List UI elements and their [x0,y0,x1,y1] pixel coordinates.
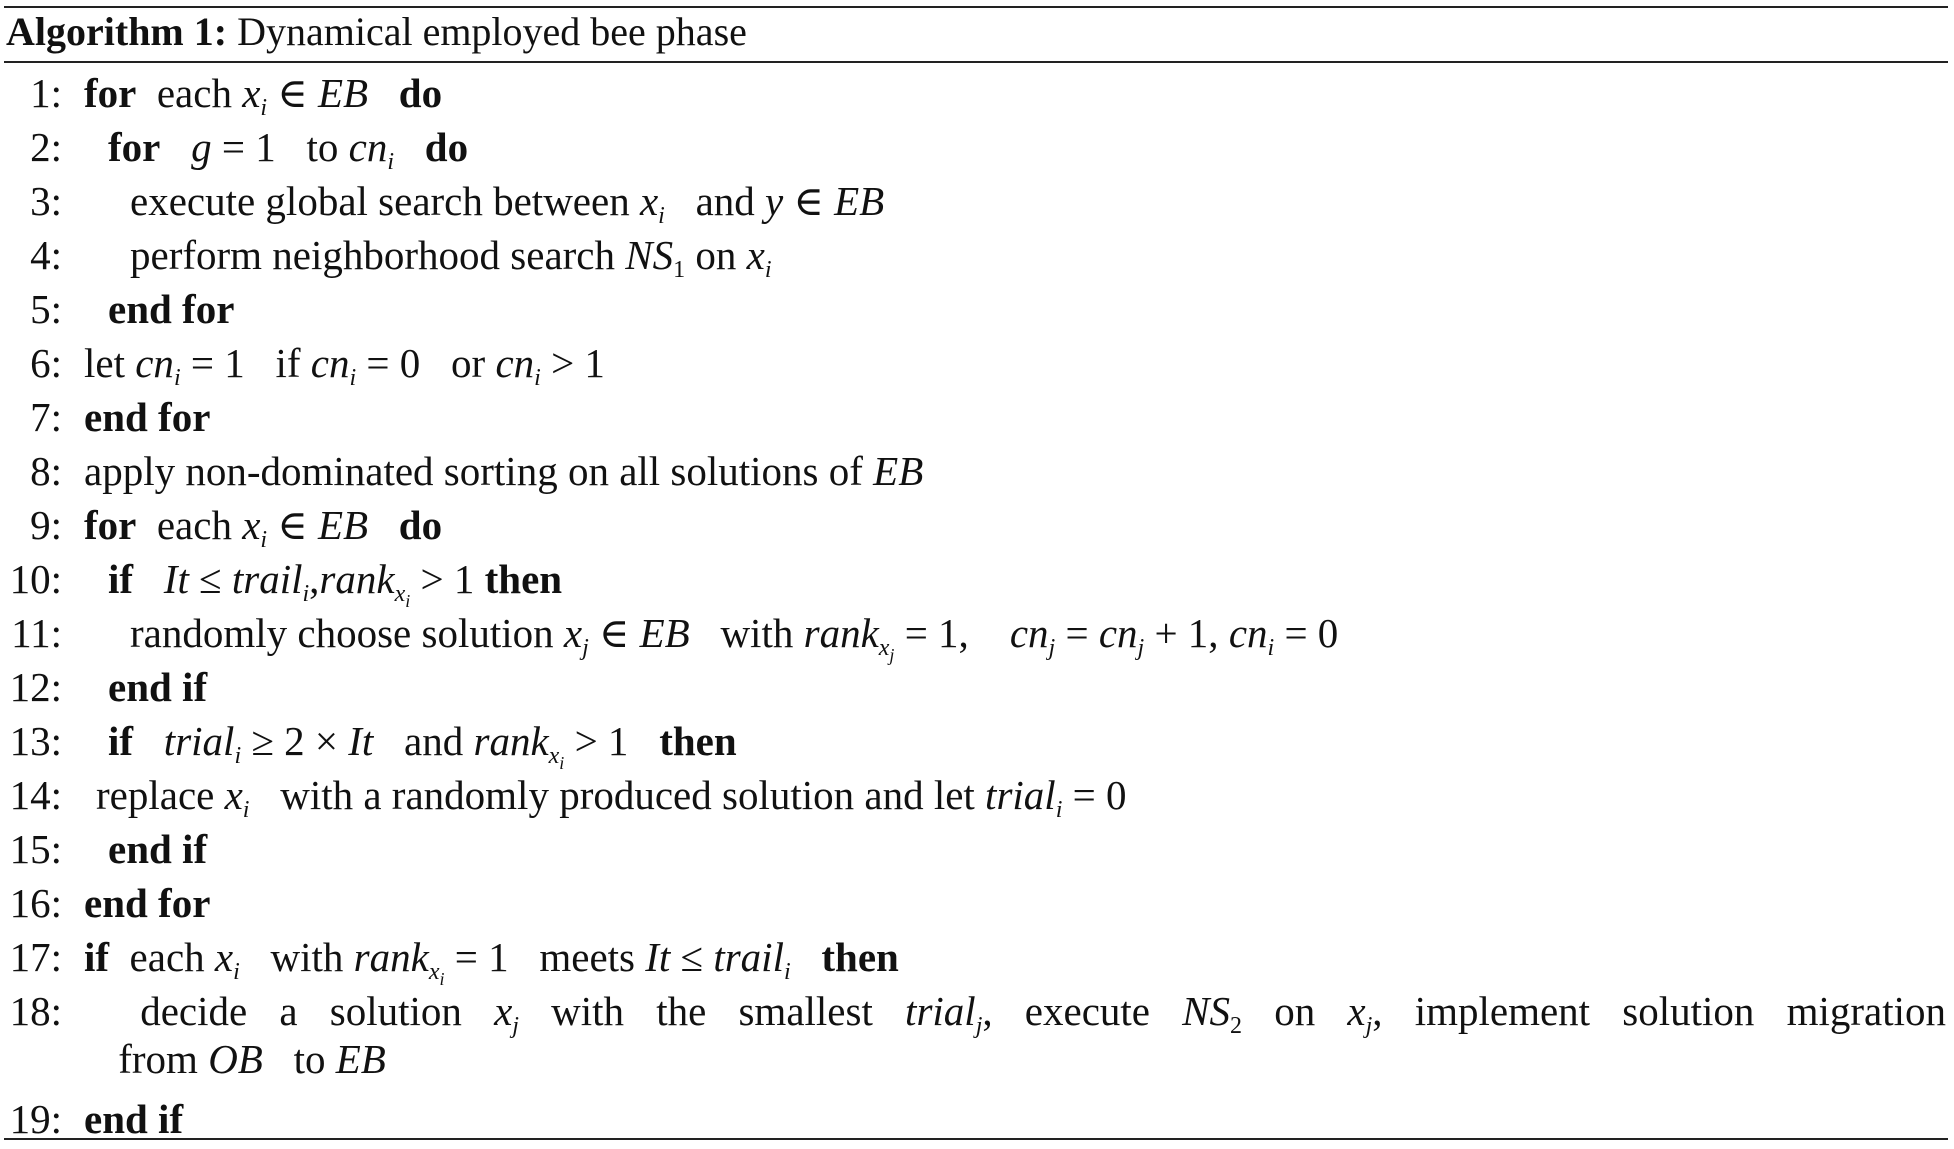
line-number: 6: [30,340,62,386]
algorithm-line [4,771,1948,825]
algorithm-line [4,825,1948,879]
line-content: end if [108,664,208,710]
algorithm-line [4,447,1948,501]
line-number: 19: [9,1096,62,1142]
algorithm-line [4,1095,1948,1149]
algorithm-line [4,555,1948,609]
line-content: end if [108,826,208,872]
line-number: 2: [30,124,62,170]
algorithm-line [4,393,1948,447]
line-content: randomly choose solution $x_j$ ∈ EB with rank$_{x_j}$ = 1, $cn_j = cn_j + 1$, $cn_i = 0$ [130,610,1339,665]
line-content: execute global search between $x_i$ and y ∈ EB [130,178,885,229]
line-number: 8: [30,448,62,494]
line-content: if It ≤ trail$_i$,rank$_{x_i}$ > 1 then [108,556,563,611]
line-number: 18: [9,988,62,1034]
line-content: for g = 1 to $cn_i$ do [108,124,469,175]
line-content: decide a solution $x_j$ with the smallest trial$_j$, execute NS2 on $x_j$, implement solution migration from OB to EB [118,988,1946,1082]
algorithm-line [4,123,1948,177]
algorithm-line [4,69,1948,123]
algorithm-line [4,231,1948,285]
algorithm-line [4,339,1948,393]
algorithm-line [4,663,1948,717]
algorithm-line [4,285,1948,339]
line-content: replace $x_i$ with a randomly produced solution and let trial$_i$ = 0 [96,772,1127,823]
line-number: 5: [30,286,62,332]
line-number: 14: [9,772,62,818]
line-number: 9: [30,502,62,548]
line-content: end if [84,1096,184,1142]
line-content: apply non-dominated sorting on all solutions of EB [84,448,924,494]
line-number: 11: [11,610,62,656]
bottom-rule [4,1138,1948,1140]
line-number: 3: [30,178,62,224]
line-content: perform neighborhood search NS1 on $x_i$ [130,232,772,283]
line-content: for each $x_i$ ∈ EB do [84,70,443,121]
line-number: 10: [9,556,62,602]
line-content: if trial$_i$ ≥ 2 × It and rank$_{x_i}$ > 1 then [108,718,737,773]
algorithm-line [4,879,1948,933]
algorithm-label: Algorithm 1: [6,9,228,54]
algorithm-title: Dynamical employed bee phase [237,9,747,54]
line-number: 1: [30,70,62,116]
line-content: for each $x_i$ ∈ EB do [84,502,443,553]
line-number: 15: [9,826,62,872]
line-number: 17: [9,934,62,980]
line-content: end for [108,286,235,332]
line-content: if each $x_i$ with rank$_{x_i}$ = 1 meets It ≤ trail$_i$ then [84,934,899,989]
line-number: 13: [9,718,62,764]
algorithm-line [4,717,1948,771]
line-content: let $cn_i = 1$ if $cn_i = 0$ or $cn_i > 1$ [84,340,605,391]
algorithm-line [4,609,1948,663]
algorithm-line [4,501,1948,555]
algorithm-line [4,177,1948,231]
caption-rule [4,61,1948,63]
line-content: end for [84,394,211,440]
line-content: end for [84,880,211,926]
algorithm-caption [6,8,747,56]
line-number: 12: [9,664,62,710]
line-number: 16: [9,880,62,926]
line-number: 4: [30,232,62,278]
algorithm-line [4,987,1948,1095]
algorithm-lines [4,69,1948,1149]
algorithm-line [4,933,1948,987]
line-number: 7: [30,394,62,440]
